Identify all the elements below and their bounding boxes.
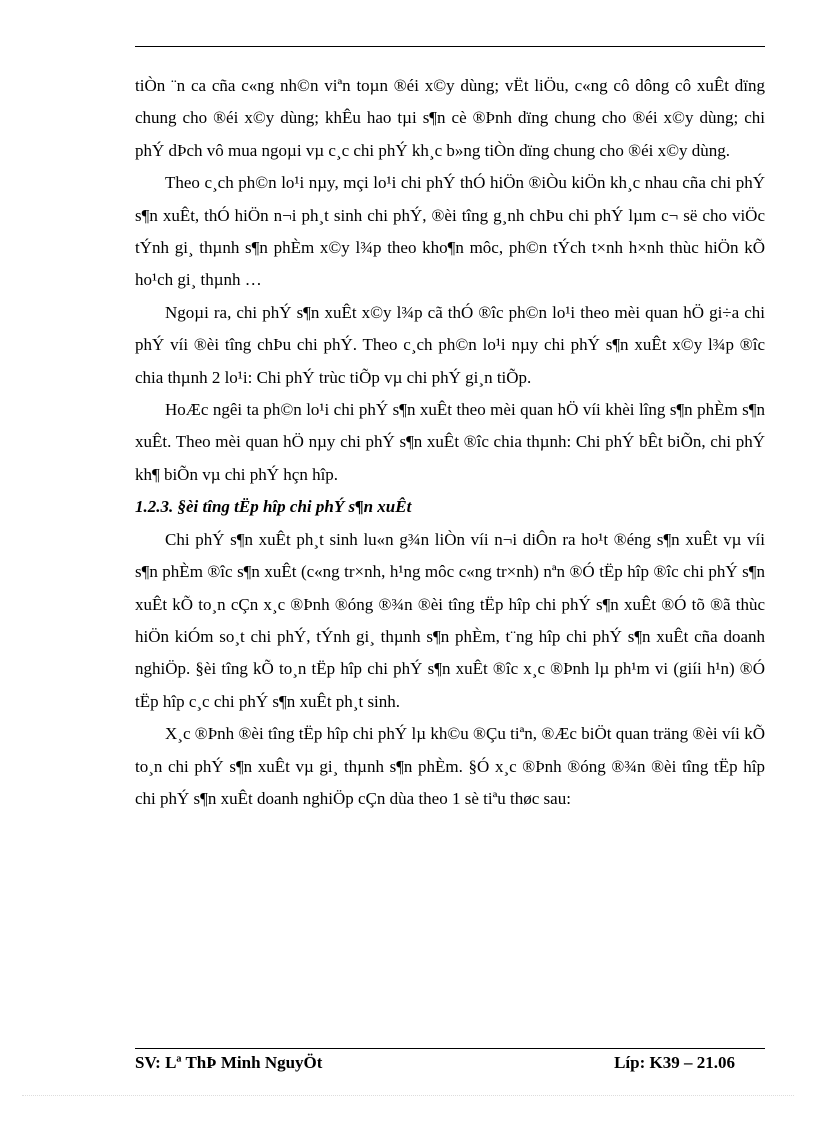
- document-body: [135, 70, 765, 815]
- paragraph-3: Ngoµi ra, chi phÝ s¶n xuÊt x©y l¾p cã thÓ ®îc ph©n lo¹i theo mèi quan hÖ gi÷a chi phÝ víi ®èi tîng chÞu chi phÝ. Theo c¸ch ph©n lo¹i nµy chi phÝ s¶n xuÊt x©y l¾p ®îc chia thµnh 2 lo¹i: Chi phÝ trùc tiÕp vµ chi phÝ gi¸n tiÕp.: [135, 302, 765, 387]
- footer-class: Líp: K39 – 21.06: [614, 1053, 735, 1072]
- section-heading: 1.2.3. §èi tîng tËp hîp chi phÝ s¶n xuÊt: [135, 497, 412, 517]
- footer-student: SV: Lª ThÞ Minh NguyÖt: [135, 1053, 323, 1072]
- page-footer: [135, 1053, 735, 1073]
- footer-rule: [135, 1048, 765, 1049]
- page-edge-divider: [22, 1095, 794, 1096]
- section-paragraph-2: X¸c ®Þnh ®èi tîng tËp hîp chi phÝ lµ kh©u ®Çu tiªn, ®Æc biÖt quan träng ®èi víi kÕ to¸n chi phÝ s¶n xuÊt vµ gi¸ thµnh s¶n phÈm. §Ó x¸c ®Þnh ®óng ®¾n ®èi tîng tËp hîp chi phÝ s¶n xuÊt doanh nghiÖp cÇn dùa theo 1 sè tiªu thøc sau:: [135, 724, 765, 808]
- paragraph-4: HoÆc ngêi ta ph©n lo¹i chi phÝ s¶n xuÊt theo mèi quan hÖ víi khèi lîng s¶n phÈm s¶n xuÊt. Theo mèi quan hÖ nµy chi phÝ s¶n xuÊt ®îc chia thµnh: Chi phÝ bÊt biÕn, chi phÝ kh¶ biÕn vµ chi phÝ hçn hîp.: [135, 400, 765, 484]
- section-paragraph-1: Chi phÝ s¶n xuÊt ph¸t sinh lu«n g¾n liÒn víi n¬i diÔn ra ho¹t ®éng s¶n xuÊt vµ víi s¶n phÈm ®îc s¶n xuÊt (c«ng tr×nh, h¹ng môc c«ng tr×nh) nªn ®Ó tËp hîp ®îc chi phÝ s¶n xuÊt kÕ to¸n cÇn x¸c ®Þnh ®óng ®¾n ®èi tîng tËp hîp chi phÝ s¶n xuÊt ®Ó tõ ®ã thùc hiÖn kiÓm so¸t chi phÝ, tÝnh gi¸ thµnh s¶n phÈm, t¨ng hîp chi phÝ s¶n xuÊt cña doanh nghiÖp. §èi tîng kÕ to¸n tËp hîp chi phÝ s¶n xuÊt ®îc x¸c ®Þnh lµ ph¹m vi (giíi h¹n) ®Ó tËp hîp c¸c chi phÝ s¶n xuÊt ph¸t sinh.: [135, 529, 765, 711]
- paragraph-1: tiÒn ¨n ca cña c«ng nh©n viªn toµn ®éi x©y dùng; vËt liÖu, c«ng cô dông cô xuÊt dïng chung cho ®éi x©y dùng; khÊu hao tµi s¶n cè ®Þnh dïng chung cho ®éi x©y dùng; chi phÝ dÞch vô mua ngoµi vµ c¸c chi phÝ kh¸c b»ng tiÒn dïng chung cho ®éi x©y dùng.: [135, 76, 765, 160]
- paragraph-2: Theo c¸ch ph©n lo¹i nµy, mçi lo¹i chi phÝ thÓ hiÖn ®iÒu kiÖn kh¸c nhau cña chi phÝ s¶n xuÊt, thÓ hiÖn n¬i ph¸t sinh chi phÝ, ®èi tîng g¸nh chÞu chi phÝ lµm c¬ së cho viÖc tÝnh gi¸ thµnh s¶n phÈm x©y l¾p theo kho¶n môc, ph©n tÝch t×nh h×nh thùc hiÖn kÕ ho¹ch gi¸ thµnh …: [135, 173, 765, 290]
- header-rule: [135, 46, 765, 47]
